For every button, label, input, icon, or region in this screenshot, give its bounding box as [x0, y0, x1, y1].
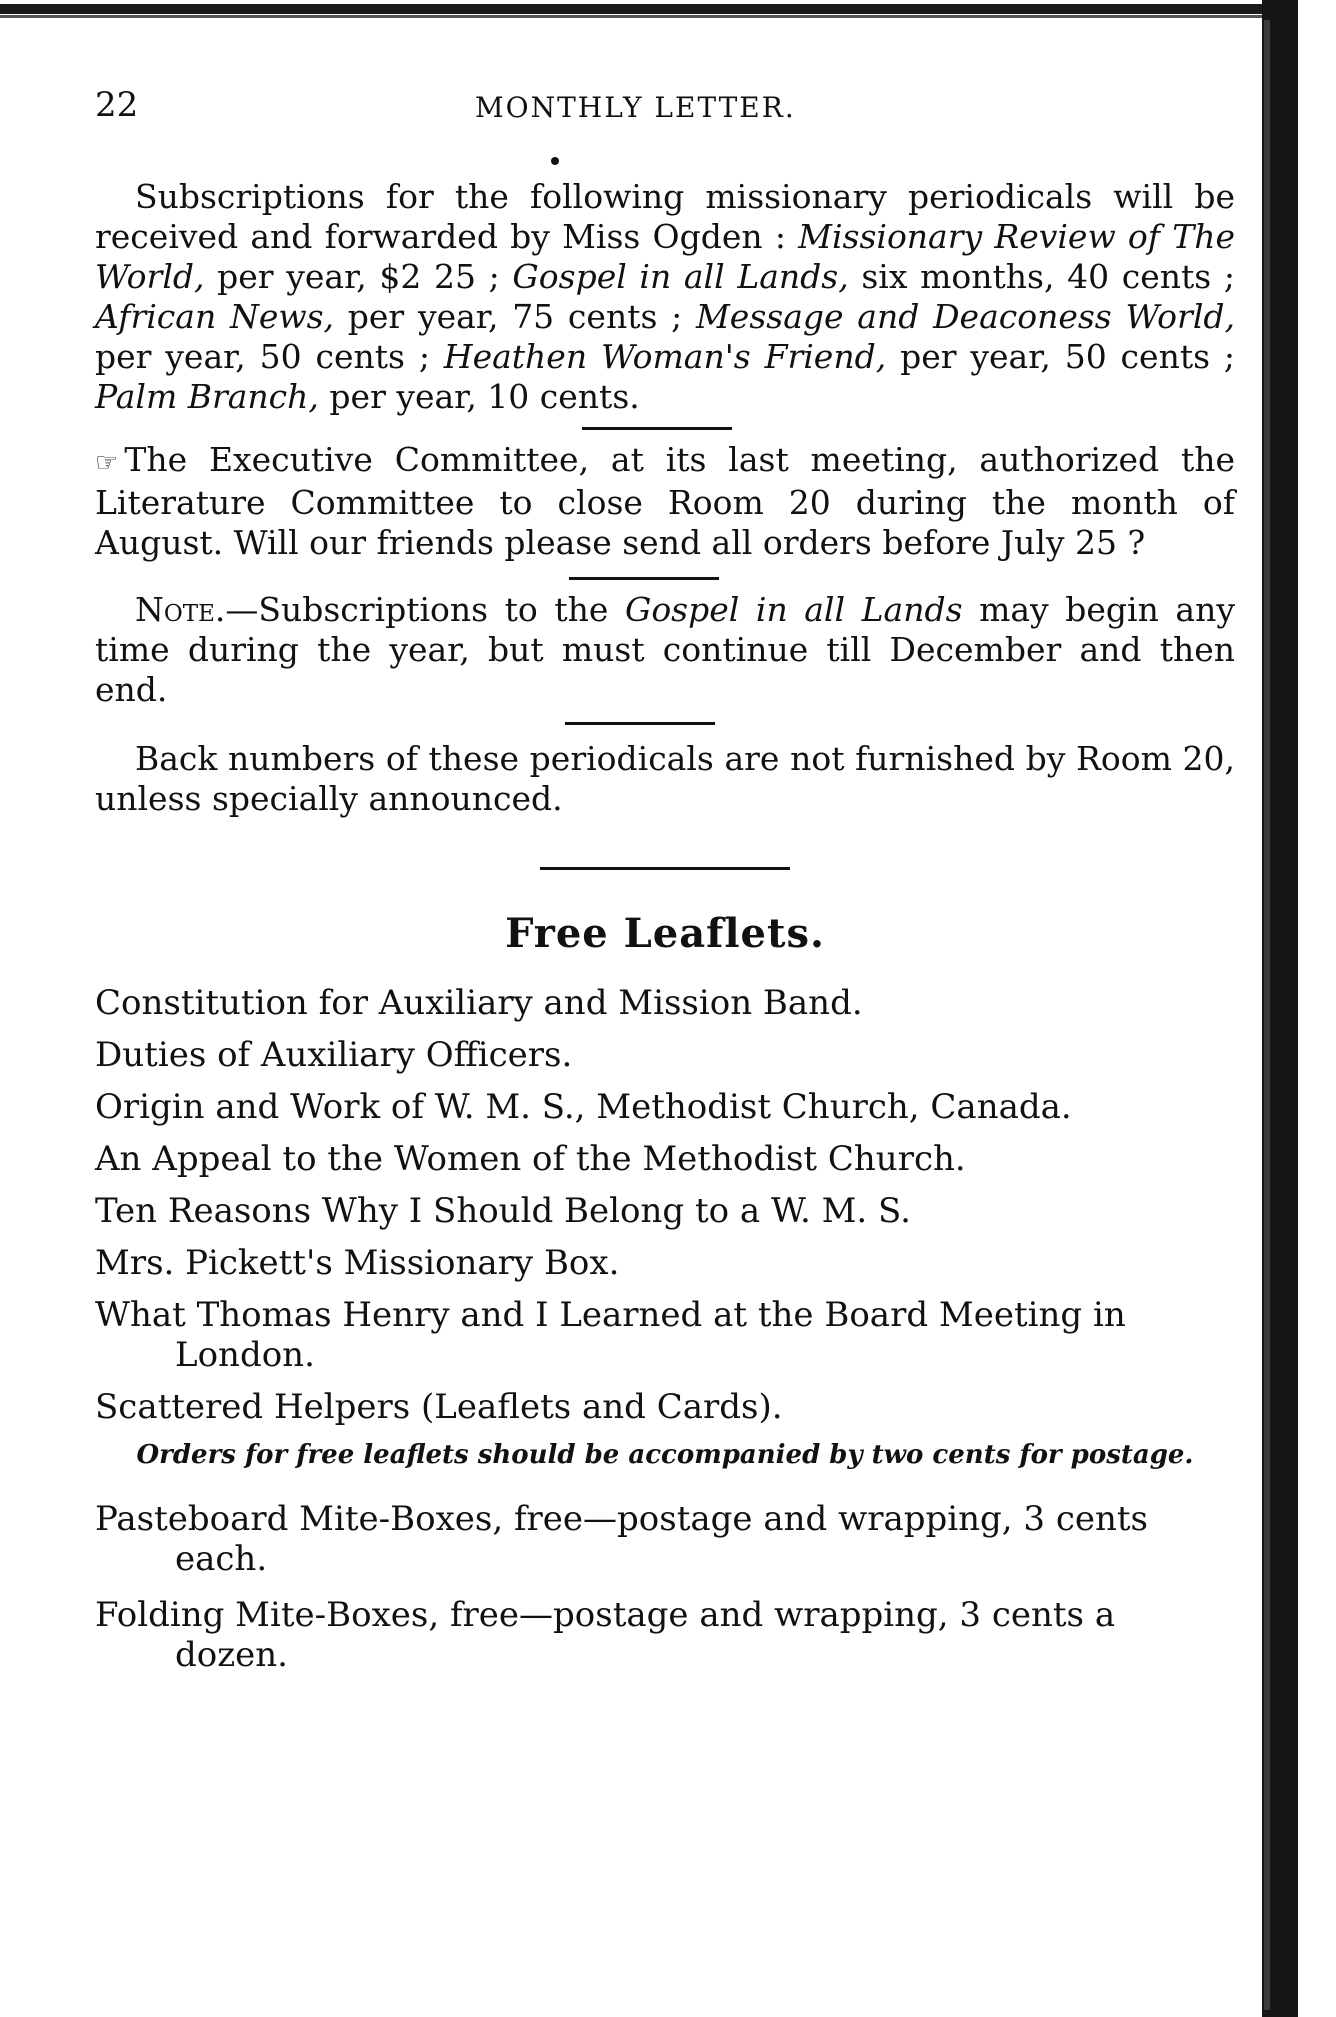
text-run: per year, 50 cents ; [886, 337, 1235, 376]
periodical-title: Gospel in all Lands, [512, 257, 849, 296]
leaflet-item: Origin and Work of W. M. S., Methodist Church, Canada. [95, 1087, 1072, 1127]
free-leaflets-heading: Free Leaflets. [505, 910, 825, 957]
text-run: per year, $2 25 ; [204, 257, 513, 296]
leaflet-item: Constitution for Auxiliary and Mission Band. [95, 983, 863, 1023]
periodical-title: Palm Branch, [95, 377, 319, 416]
subscriptions-paragraph [95, 177, 1235, 417]
text-run: per year, 75 cents ; [334, 297, 697, 336]
note-label: Note. [135, 590, 226, 629]
top-border-rule-thin [0, 15, 1290, 18]
text-run: —Subscriptions to the [225, 590, 625, 629]
running-head: MONTHLY LETTER. [475, 91, 796, 124]
separator-rule [565, 722, 715, 725]
text-run: per year, 50 cents ; [95, 337, 444, 376]
section-separator-rule [540, 867, 790, 870]
leaflet-list [95, 983, 1235, 1427]
periodical-title: Gospel in all Lands [624, 590, 963, 629]
periodical-title: African News, [95, 297, 335, 336]
separator-rule [582, 427, 732, 430]
separator-rule [569, 577, 719, 580]
leaflet-item: Scattered Helpers (Leaflets and Cards). [95, 1387, 783, 1427]
page-binding-shadow [1264, 20, 1270, 2010]
periodical-title: Missionary Review of The World, [95, 217, 1235, 296]
order-note: Orders for free leaflets should be accompanied by two cents for postage. [136, 1440, 1194, 1470]
page-header [95, 85, 1235, 145]
page-content [95, 85, 1235, 1691]
leaflet-item: Mrs. Pickett's Missionary Box. [95, 1243, 620, 1283]
mite-box-item: Pasteboard Mite-Boxes, free—postage and wrapping, 3 cents each. [95, 1499, 1149, 1579]
text-run: per year, 10 cents. [318, 377, 640, 416]
periodical-title: Message and Deaconess World, [696, 297, 1235, 336]
mite-box-list [95, 1499, 1235, 1675]
executive-committee-text: The Executive Committee, at its last meeting, authorized the Literature Committee to close Room 20 during the month of August. Will our friends please send all orders before July 25 ? [95, 440, 1235, 562]
leaflet-item: An Appeal to the Women of the Methodist Church. [95, 1139, 966, 1179]
page-number: 22 [95, 85, 139, 125]
back-numbers-paragraph: Back numbers of these periodicals are not furnished by Room 20, unless specially announced. [95, 739, 1235, 818]
executive-committee-paragraph [95, 440, 1235, 563]
ornament-dot [551, 157, 559, 165]
top-border-rule [0, 4, 1290, 14]
mite-box-item: Folding Mite-Boxes, free—postage and wrapping, 3 cents a dozen. [95, 1595, 1116, 1675]
leaflet-item: Ten Reasons Why I Should Belong to a W. M. S. [95, 1191, 911, 1231]
pointing-hand-icon: ☞ [95, 448, 119, 478]
text-run: Subscriptions for the following missionary periodicals will be received and forwarded by Miss Ogden : [95, 177, 1235, 256]
leaflet-item: What Thomas Henry and I Learned at the Board Meeting in London. [95, 1295, 1126, 1375]
facing-page-margin [1300, 0, 1336, 2017]
text-run: may begin any time during the year, but must continue till December and then end. [95, 590, 1235, 709]
note-paragraph [95, 590, 1235, 710]
periodical-title: Heathen Woman's Friend, [443, 337, 887, 376]
leaflet-item: Duties of Auxiliary Officers. [95, 1035, 573, 1075]
text-run: six months, 40 cents ; [848, 257, 1235, 296]
